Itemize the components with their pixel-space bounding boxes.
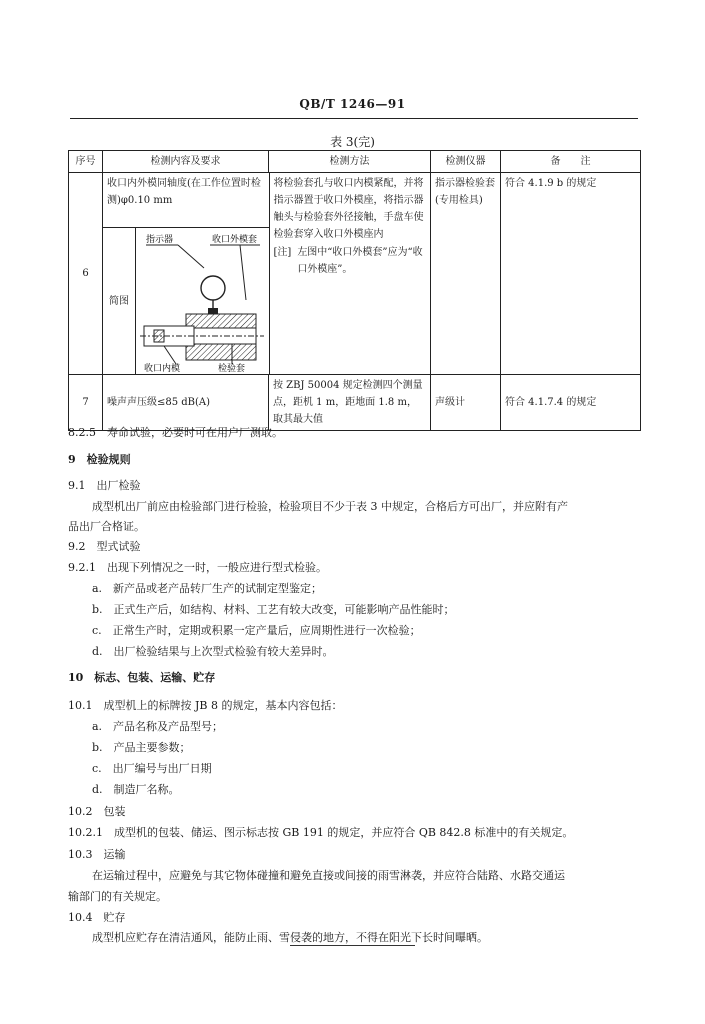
para-9-1-line1: 成型机出厂前应由检验部门进行检验，检验项目不少于表 3 中规定，合格后方可出厂，并应附有产	[92, 500, 568, 513]
table-row	[69, 374, 641, 430]
document-code: QB/T 1246—91	[299, 97, 406, 111]
note-tag: [注]	[273, 247, 292, 258]
end-rule	[290, 945, 415, 946]
para-10-4: 成型机应贮存在清洁通风，能防止雨、雪侵袭的地方，不得在阳光下长时间曝晒。	[92, 931, 488, 944]
label-indicator: 指示器	[146, 235, 174, 245]
header-rule	[70, 118, 638, 119]
clause-8-2-5: 8.2.5 寿命试验，必要时可在用户厂测取。	[68, 426, 283, 439]
heading-9: 9 检验规则	[68, 453, 131, 466]
list-item: c. 出厂编号与出厂日期	[92, 762, 212, 775]
para-10-3-line2: 输部门的有关规定。	[68, 890, 167, 903]
para-10-3-line1: 在运输过程中，应避免与其它物体碰撞和避免直接或间接的雨雪淋袭，并应符合陆路、水路交通运	[92, 869, 565, 882]
remark-text: 符合 4.1.9 b 的规定	[501, 173, 641, 375]
instrument-text: 声级计	[431, 374, 501, 430]
clause-10-3: 10.3 运输	[68, 848, 126, 861]
clause-9-2: 9.2 型式试验	[68, 540, 141, 553]
clause-10-2: 10.2 包装	[68, 805, 126, 818]
para-9-1-line2: 品出厂合格证。	[68, 520, 145, 533]
list-item: d. 制造厂名称。	[92, 783, 180, 796]
remark-text: 符合 4.1.7.4 的规定	[501, 374, 641, 430]
table-row	[69, 173, 641, 375]
heading-10: 10 标志、包装、运输、贮存	[68, 671, 216, 684]
header-method: 检测方法	[269, 151, 431, 173]
label-outer-sleeve: 收口外模套	[212, 235, 258, 245]
clause-9-2-1: 9.2.1 出现下列情况之一时，一般应进行型式检验。	[68, 561, 327, 574]
inspection-table	[68, 150, 641, 431]
content-text: 噪声声压级≤85 dB(A)	[103, 374, 269, 430]
clause-9-1: 9.1 出厂检验	[68, 479, 141, 492]
clause-10-4: 10.4 贮存	[68, 911, 126, 924]
coaxiality-figure	[136, 228, 269, 374]
table-header-row	[69, 151, 641, 173]
content-text: 收口内外模同轴度(在工作位置时检测)φ0.10 mm	[103, 173, 269, 228]
list-item: a. 新产品或老产品转厂生产的试制定型鉴定；	[92, 582, 323, 595]
label-inner-mold: 收口内模	[144, 364, 181, 374]
instrument-text: 指示器检验套(专用检具)	[431, 173, 501, 375]
clause-10-1: 10.1 成型机上的标牌按 JB 8 的规定，基本内容包括：	[68, 699, 343, 712]
label-test-sleeve: 检验套	[218, 364, 246, 374]
row-number: 6	[69, 173, 103, 375]
header-remark: 备 注	[501, 151, 641, 173]
row-number: 7	[69, 374, 103, 430]
list-item: b. 正式生产后，如结构、材料、工艺有较大改变，可能影响产品性能时；	[92, 603, 455, 616]
header-content: 检测内容及要求	[103, 151, 269, 173]
list-item: c. 正常生产时，定期或积累一定产量后，应周期性进行一次检验；	[92, 624, 421, 637]
table-caption: 表 3(完)	[330, 135, 375, 149]
sketch-drawing	[136, 228, 268, 374]
note-text: 左图中“收口外模套”应为“收口外模座”。	[297, 247, 423, 275]
list-item: d. 出厂检验结果与上次型式检验有较大差异时。	[92, 645, 334, 658]
method-text: 将检验套孔与收口内模紧配，并将指示器置于收口外模座，将指示器触头与检验套外径接触，手盘车使检验套穿入收口外模座内	[273, 178, 424, 240]
figure-label: 简图	[103, 228, 136, 374]
header-instrument: 检测仪器	[431, 151, 501, 173]
header-no: 序号	[69, 151, 103, 173]
clause-10-2-1: 10.2.1 成型机的包装、储运、图示标志按 GB 191 的规定，并应符合 QB 842.8 标准中的有关规定。	[68, 826, 574, 839]
list-item: a. 产品名称及产品型号；	[92, 720, 224, 733]
method-text: 按 ZBJ 50004 规定检测四个测量点，距机 1 m，距地面 1.8 m，取其最大值	[269, 374, 431, 430]
list-item: b. 产品主要参数；	[92, 741, 191, 754]
